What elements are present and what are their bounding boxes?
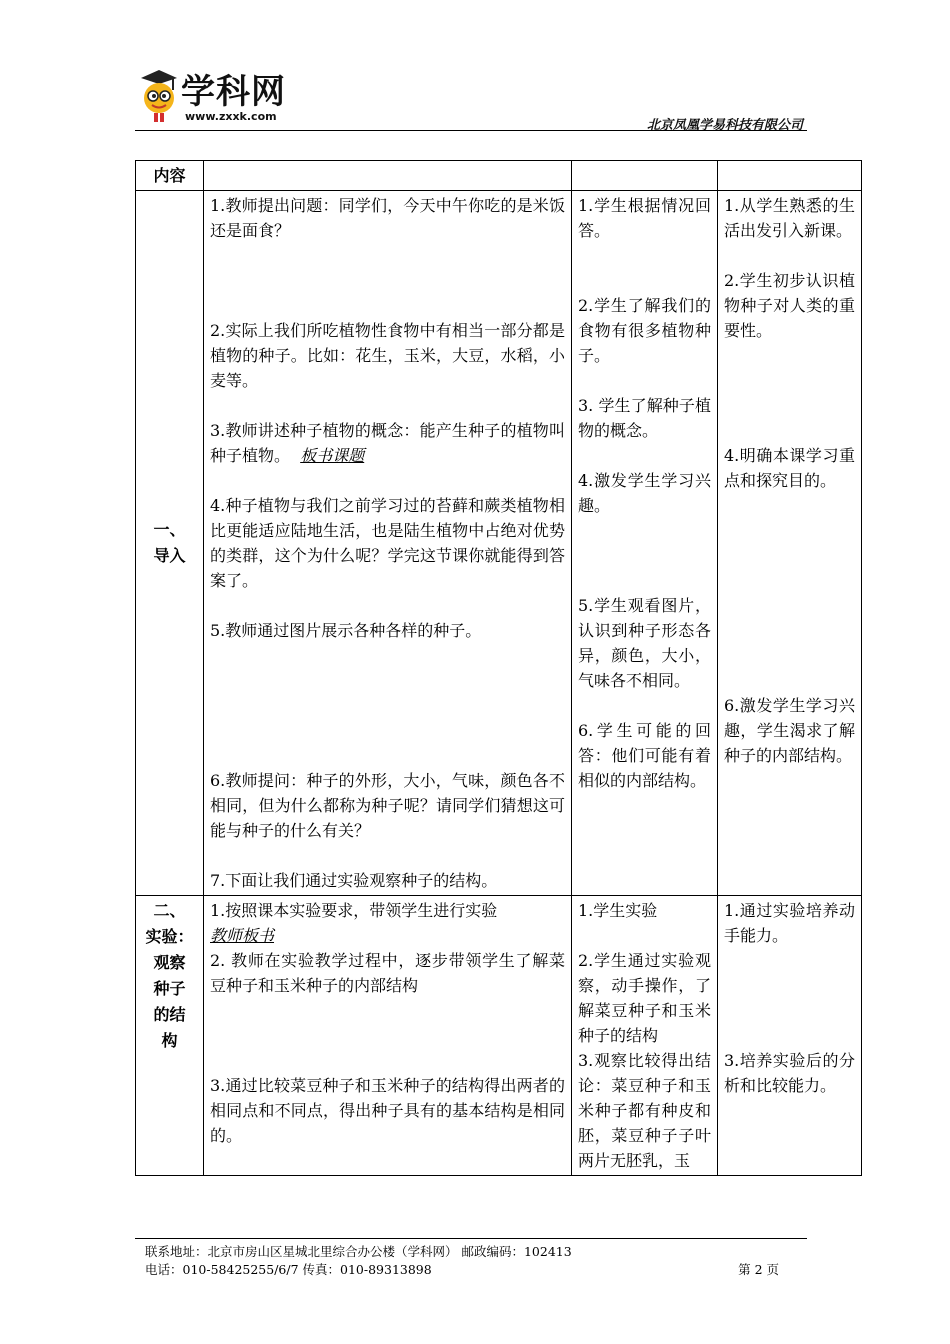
intent-step: 1.通过实验培养动手能力。 [724, 901, 855, 945]
header-cell-content: 内容 [136, 161, 204, 191]
student-step: 3. 学生了解种子植物的概念。 [578, 396, 711, 440]
design-intent-intro [718, 191, 862, 896]
intent-step: 3.培养实验后的分析和比较能力。 [724, 1051, 855, 1095]
page-footer [135, 1238, 807, 1279]
table-row-intro [136, 191, 862, 896]
intent-step: 2.学生初步认识植物种子对人类的重要性。 [724, 271, 855, 340]
intent-step: 6.激发学生学习兴趣，学生渴求了解种子的内部结构。 [724, 696, 855, 765]
page-number: 第 2 页 [738, 1262, 779, 1277]
student-step: 4.激发学生学习兴趣。 [578, 471, 711, 515]
section-label-experiment: 二、 实验： 观察 种子 的结 构 [136, 896, 204, 1176]
logo-url: www.zxxk.com [185, 110, 277, 123]
student-activity-intro [572, 191, 718, 896]
teacher-step: 7.下面让我们通过实验观察种子的结构。 [210, 871, 498, 890]
table-header-row [136, 161, 862, 191]
teacher-step: 1.教师提出问题：同学们，今天中午你吃的是米饭还是面食？ [210, 196, 565, 240]
header-cell-teacher [204, 161, 572, 191]
teacher-step: 3.通过比较菜豆种子和玉米种子的结构得出两者的相同点和不同点，得出种子具有的基本结构是相同的。 [210, 1076, 565, 1145]
table-row-experiment [136, 896, 862, 1176]
intent-step: 1.从学生熟悉的生活出发引入新课。 [724, 196, 855, 240]
student-step: 2.学生通过实验观察，动手操作，了解菜豆种子和玉米种子的结构 [578, 951, 711, 1045]
logo-text: 学科网 [181, 72, 286, 112]
footer-rule [135, 1238, 807, 1239]
teacher-step: 2. 教师在实验教学过程中，逐步带领学生了解菜豆种子和玉米种子的内部结构 [210, 951, 565, 995]
teacher-step: 3.教师讲述种子植物的概念：能产生种子的植物叫种子植物。 板书课题 [210, 421, 565, 465]
site-logo [135, 60, 315, 132]
teacher-activity-experiment [204, 896, 572, 1176]
company-name: 北京凤凰学易科技有限公司 [646, 118, 803, 133]
section-label-intro: 一、 导入 [136, 191, 204, 896]
lesson-plan-table [135, 160, 862, 1176]
student-step: 5.学生观看图片，认识到种子形态各异，颜色，大小，气味各不相同。 [578, 596, 711, 690]
student-activity-experiment [572, 896, 718, 1176]
student-step: 6.学生可能的回答：他们可能有着相似的内部结构。 [578, 721, 711, 790]
teacher-step: 2.实际上我们所吃植物性食物中有相当一部分都是植物的种子。比如：花生，玉米，大豆，水稻，小麦等。 [210, 321, 565, 390]
design-intent-experiment [718, 896, 862, 1176]
intent-step: 4.明确本课学习重点和探究目的。 [724, 446, 855, 490]
student-step: 3.观察比较得出结论：菜豆种子和玉米种子都有种皮和胚，菜豆种子子叶两片无胚乳，玉 [578, 1051, 711, 1170]
teacher-step: 1.按照课本实验要求，带领学生进行实验 [210, 901, 498, 920]
teacher-step: 4.种子植物与我们之前学习过的苔藓和蕨类植物相比更能适应陆地生活，也是陆生植物中占绝对优势的类群，这个为什么呢？学完这节课你就能得到答案了。 [210, 496, 565, 590]
student-step: 2.学生了解我们的食物有很多植物种子。 [578, 296, 711, 365]
teacher-activity-intro [204, 191, 572, 896]
teacher-step: 6.教师提问：种子的外形，大小，气味，颜色各不相同，但为什么都称为种子呢？请同学们猜想这可能与种子的什么有关？ [210, 771, 565, 840]
board-note: 教师板书 [210, 926, 275, 945]
header-rule [135, 130, 807, 131]
header-cell-intent [718, 161, 862, 191]
student-step: 1.学生根据情况回答。 [578, 196, 711, 240]
student-step: 1.学生实验 [578, 901, 658, 920]
footer-address: 联系地址：北京市房山区星城北里综合办公楼（学科网） 邮政编码：102413 [145, 1244, 572, 1259]
mascot-icon [139, 68, 179, 124]
teacher-step: 5.教师通过图片展示各种各样的种子。 [210, 621, 482, 640]
header-cell-student [572, 161, 718, 191]
footer-contact: 电话：010-58425255/6/7 传真：010-89313898 [145, 1262, 432, 1277]
page-header [135, 60, 807, 132]
board-note: 板书课题 [300, 446, 365, 465]
